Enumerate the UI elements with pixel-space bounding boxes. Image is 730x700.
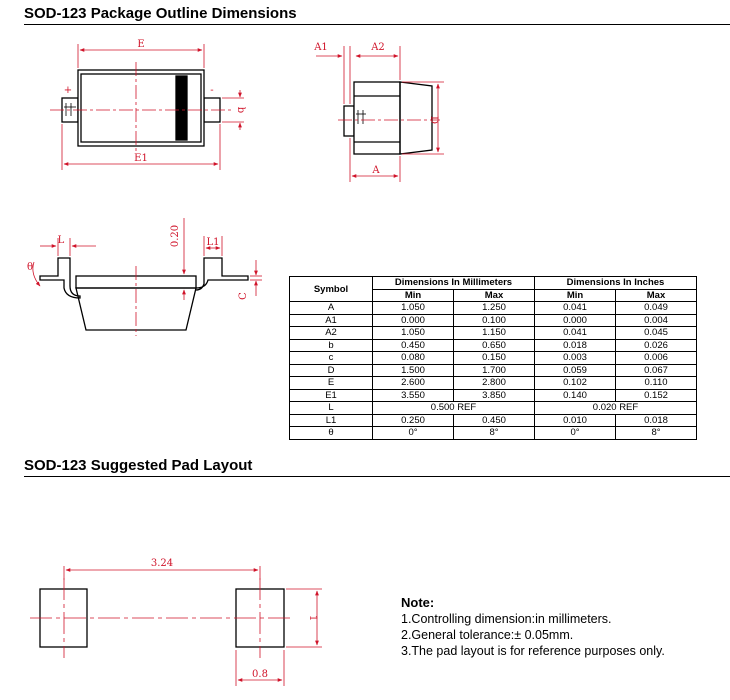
table-cell: 8° — [616, 427, 697, 440]
in-header: Dimensions In Inches — [535, 277, 697, 290]
table-cell: A — [290, 302, 373, 315]
table-cell: 0.018 — [535, 339, 616, 352]
mm-max-header: Max — [454, 289, 535, 302]
table-cell: 2.600 — [373, 377, 454, 390]
in-max-header: Max — [616, 289, 697, 302]
table-cell: 0.020 REF — [535, 402, 697, 415]
table-cell: 1.150 — [454, 327, 535, 340]
table-cell: 0.102 — [535, 377, 616, 390]
dim-D: D — [428, 115, 439, 125]
note-item: 1.Controlling dimension:in millimeters. — [401, 612, 612, 626]
table-cell: 1.700 — [454, 364, 535, 377]
pad-layout-title: SOD-123 Suggested Pad Layout — [24, 457, 253, 474]
table-cell: 0.150 — [454, 352, 535, 365]
dim-L: L — [57, 235, 65, 246]
table-cell: 0.059 — [535, 364, 616, 377]
table-cell: 0.000 — [373, 314, 454, 327]
note-item: 2.General tolerance:± 0.05mm. — [401, 628, 574, 642]
table-cell: 2.800 — [454, 377, 535, 390]
dim-020: 0.20 — [170, 224, 181, 248]
table-cell: 0.152 — [616, 389, 697, 402]
table-cell: 0.450 — [373, 339, 454, 352]
table-cell: 0.006 — [616, 352, 697, 365]
table-cell: A2 — [290, 327, 373, 340]
dim-C: C — [238, 292, 249, 300]
table-cell: 0.045 — [616, 327, 697, 340]
table-cell: A1 — [290, 314, 373, 327]
table-row — [290, 364, 697, 377]
dim-A: A — [372, 165, 380, 176]
pad-dim-width: 3.24 — [150, 558, 174, 569]
table-row — [290, 389, 697, 402]
table-row — [290, 339, 697, 352]
table-row — [290, 402, 697, 415]
table-cell: 0.026 — [616, 339, 697, 352]
dim-b: b — [235, 106, 246, 114]
symbol-header: Symbol — [290, 277, 373, 302]
table-cell: E — [290, 377, 373, 390]
table-row — [290, 352, 697, 365]
mm-min-header: Min — [373, 289, 454, 302]
table-cell: 0.003 — [535, 352, 616, 365]
table-cell: 1.250 — [454, 302, 535, 315]
table-cell: 0.049 — [616, 302, 697, 315]
table-cell: E1 — [290, 389, 373, 402]
pad-dim-height: 1 — [307, 614, 318, 622]
dim-A2: A2 — [371, 42, 385, 53]
table-cell: 0.004 — [616, 314, 697, 327]
top-view — [62, 70, 220, 146]
table-cell: 0.500 REF — [373, 402, 535, 415]
table-cell: 0.110 — [616, 377, 697, 390]
dim-E1: E1 — [134, 153, 148, 164]
table-row — [290, 327, 697, 340]
pad-dim-pad: 0.8 — [252, 669, 268, 680]
note-item: 3.The pad layout is for reference purposes only. — [401, 644, 665, 658]
table-cell: 1.050 — [373, 327, 454, 340]
table-cell: c — [290, 352, 373, 365]
dimensions-rows — [290, 302, 697, 440]
table-cell: L1 — [290, 414, 373, 427]
table-cell: 0.067 — [616, 364, 697, 377]
table-cell: 0.080 — [373, 352, 454, 365]
table-cell: 0.041 — [535, 302, 616, 315]
table-cell: L — [290, 402, 373, 415]
table-cell: 0.140 — [535, 389, 616, 402]
table-cell: 3.850 — [454, 389, 535, 402]
table-row — [290, 302, 697, 315]
in-min-header: Min — [535, 289, 616, 302]
table-cell: 1.500 — [373, 364, 454, 377]
label-minus: - — [210, 85, 214, 96]
table-cell: θ — [290, 427, 373, 440]
dimensions-table — [289, 276, 697, 440]
dim-A1: A1 — [314, 42, 328, 53]
table-cell: 0.250 — [373, 414, 454, 427]
end-view — [344, 82, 432, 154]
dim-E: E — [137, 39, 145, 50]
notes — [401, 595, 665, 659]
table-cell: 0.450 — [454, 414, 535, 427]
table-cell: b — [290, 339, 373, 352]
table-cell: 3.550 — [373, 389, 454, 402]
table-row — [290, 427, 697, 440]
table-cell: 0° — [535, 427, 616, 440]
table-row — [290, 414, 697, 427]
package-outline-title: SOD-123 Package Outline Dimensions — [24, 5, 297, 22]
table-cell: 8° — [454, 427, 535, 440]
table-cell: 0° — [373, 427, 454, 440]
label-plus: + — [63, 85, 73, 96]
table-cell: 0.010 — [535, 414, 616, 427]
dim-theta: θ — [26, 262, 34, 273]
table-cell: 0.100 — [454, 314, 535, 327]
table-cell: 0.650 — [454, 339, 535, 352]
profile-view — [40, 258, 248, 330]
mm-header: Dimensions In Millimeters — [373, 277, 535, 290]
table-cell: 1.050 — [373, 302, 454, 315]
table-cell: 0.041 — [535, 327, 616, 340]
table-row — [290, 314, 697, 327]
table-cell: 0.000 — [535, 314, 616, 327]
table-cell: 0.018 — [616, 414, 697, 427]
notes-heading: Note: — [401, 595, 435, 610]
table-cell: D — [290, 364, 373, 377]
table-row — [290, 377, 697, 390]
dim-L1: L1 — [206, 237, 220, 248]
